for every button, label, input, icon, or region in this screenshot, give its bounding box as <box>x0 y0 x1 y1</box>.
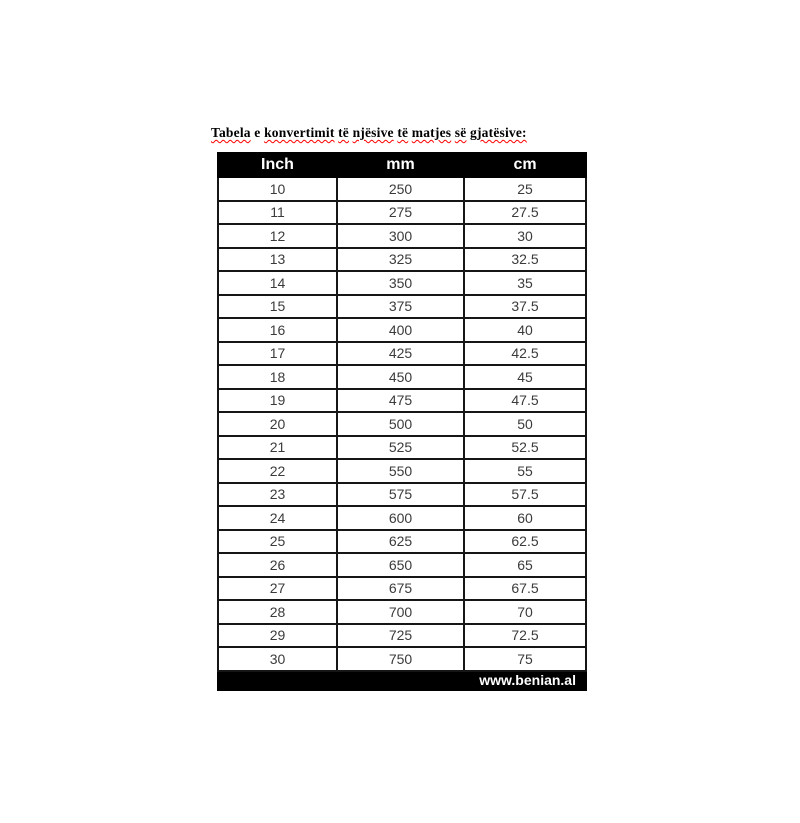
table-cell: 60 <box>464 506 586 530</box>
table-row <box>218 647 586 671</box>
table-row <box>218 577 586 601</box>
table-cell: 19 <box>218 389 337 413</box>
table-cell: 675 <box>337 577 464 601</box>
table-row <box>218 177 586 201</box>
table-cell: 27 <box>218 577 337 601</box>
title-word: njësive <box>352 125 394 140</box>
table-cell: 21 <box>218 436 337 460</box>
table-cell: 13 <box>218 248 337 272</box>
table-cell: 27.5 <box>464 201 586 225</box>
table-cell: 32.5 <box>464 248 586 272</box>
table-cell: 10 <box>218 177 337 201</box>
table-cell: 45 <box>464 365 586 389</box>
table-cell: 30 <box>218 647 337 671</box>
table-cell: 42.5 <box>464 342 586 366</box>
table-row <box>218 436 586 460</box>
table-cell: 28 <box>218 600 337 624</box>
column-header-cm: cm <box>464 153 586 177</box>
table-cell: 35 <box>464 271 586 295</box>
table-row <box>218 530 586 554</box>
table-cell: 50 <box>464 412 586 436</box>
table-cell: 14 <box>218 271 337 295</box>
column-header-inch: Inch <box>218 153 337 177</box>
table-cell: 55 <box>464 459 586 483</box>
table-cell: 67.5 <box>464 577 586 601</box>
table-cell: 500 <box>337 412 464 436</box>
table-cell: 18 <box>218 365 337 389</box>
table-row <box>218 365 586 389</box>
table-row <box>218 318 586 342</box>
table-row <box>218 459 586 483</box>
table-row <box>218 271 586 295</box>
table-cell: 62.5 <box>464 530 586 554</box>
conversion-table <box>217 152 587 691</box>
table-cell: 300 <box>337 224 464 248</box>
table-cell: 16 <box>218 318 337 342</box>
title-word: gjatësive: <box>470 125 527 140</box>
table-cell: 65 <box>464 553 586 577</box>
table-row <box>218 412 586 436</box>
table-cell: 57.5 <box>464 483 586 507</box>
table-cell: 650 <box>337 553 464 577</box>
table-cell: 70 <box>464 600 586 624</box>
table-row <box>218 224 586 248</box>
table-row <box>218 248 586 272</box>
table-cell: 11 <box>218 201 337 225</box>
table-cell: 29 <box>218 624 337 648</box>
title-word: Tabela <box>211 125 251 140</box>
table-cell: 25 <box>464 177 586 201</box>
table-cell: 750 <box>337 647 464 671</box>
table-cell: 350 <box>337 271 464 295</box>
website-text: www.benian.al <box>479 672 576 688</box>
page-title <box>211 125 527 141</box>
table-cell: 23 <box>218 483 337 507</box>
table-cell: 575 <box>337 483 464 507</box>
table-cell: 450 <box>337 365 464 389</box>
table-cell: 600 <box>337 506 464 530</box>
title-word: të <box>397 125 409 140</box>
table-row <box>218 342 586 366</box>
table-cell: 725 <box>337 624 464 648</box>
footer-bar <box>218 671 586 690</box>
table-row <box>218 553 586 577</box>
table-cell: 550 <box>337 459 464 483</box>
table-cell: 47.5 <box>464 389 586 413</box>
table-cell: 52.5 <box>464 436 586 460</box>
table-cell: 72.5 <box>464 624 586 648</box>
table-cell: 30 <box>464 224 586 248</box>
table-cell: 275 <box>337 201 464 225</box>
table-cell: 26 <box>218 553 337 577</box>
table-cell: 24 <box>218 506 337 530</box>
table-cell: 17 <box>218 342 337 366</box>
table-row <box>218 201 586 225</box>
table-row <box>218 389 586 413</box>
table-cell: 250 <box>337 177 464 201</box>
title-word: konvertimit <box>264 125 335 140</box>
table-cell: 40 <box>464 318 586 342</box>
table-cell: 12 <box>218 224 337 248</box>
table-row <box>218 483 586 507</box>
table-cell: 400 <box>337 318 464 342</box>
table-cell: 25 <box>218 530 337 554</box>
table-cell: 475 <box>337 389 464 413</box>
table-footer-row <box>218 671 586 690</box>
table-header-row <box>218 153 586 177</box>
title-word: të <box>338 125 349 140</box>
title-word: së <box>454 125 467 140</box>
table-row <box>218 295 586 319</box>
table-cell: 375 <box>337 295 464 319</box>
column-header-mm: mm <box>337 153 464 177</box>
title-word: e <box>254 125 261 140</box>
table-cell: 625 <box>337 530 464 554</box>
table-row <box>218 506 586 530</box>
table-cell: 75 <box>464 647 586 671</box>
table-cell: 15 <box>218 295 337 319</box>
table-row <box>218 624 586 648</box>
table-row <box>218 600 586 624</box>
table-cell: 22 <box>218 459 337 483</box>
title-word: matjes <box>411 125 452 140</box>
table-cell: 37.5 <box>464 295 586 319</box>
table-cell: 525 <box>337 436 464 460</box>
table-cell: 700 <box>337 600 464 624</box>
table-cell: 20 <box>218 412 337 436</box>
table-cell: 425 <box>337 342 464 366</box>
table-cell: 325 <box>337 248 464 272</box>
